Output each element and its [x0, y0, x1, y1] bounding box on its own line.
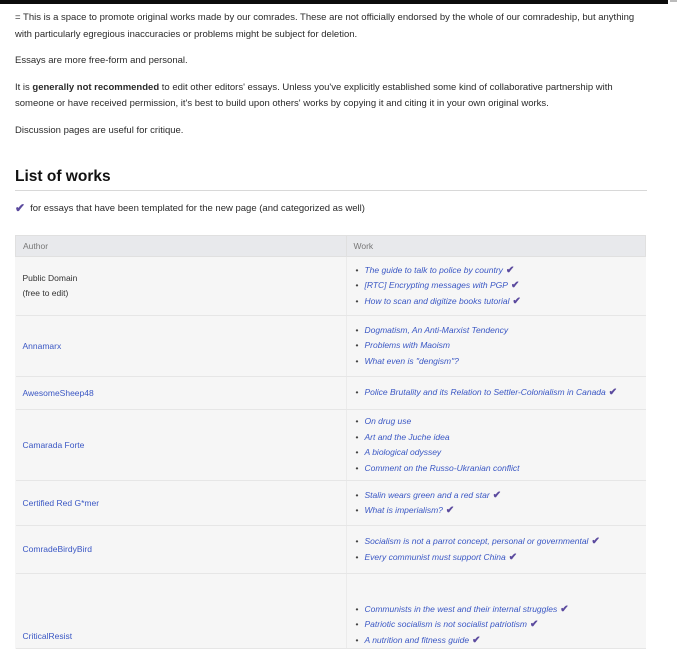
text: It is — [15, 81, 33, 93]
table-row — [16, 574, 646, 649]
checkmark-icon: ✔ — [472, 634, 481, 646]
work-link[interactable]: Police Brutality and its Relation to Settler-Colonialism in Canada — [364, 387, 606, 398]
checkmark-icon: ✔ — [508, 551, 518, 563]
work-list — [354, 414, 639, 476]
work-cell — [346, 481, 646, 526]
list-item — [354, 602, 639, 618]
column-header-work: Work — [346, 236, 646, 257]
author-name: Public Domain — [22, 273, 78, 283]
author-link[interactable]: ComradeBirdyBird — [22, 544, 92, 554]
table-row — [16, 410, 646, 481]
list-item — [354, 338, 639, 354]
list-item — [354, 323, 639, 339]
list-item — [354, 461, 639, 477]
checkmark-icon: ✔ — [15, 201, 26, 215]
list-item — [354, 488, 639, 504]
work-list — [354, 385, 639, 401]
work-cell — [346, 526, 646, 574]
work-link[interactable]: A nutrition and fitness guide — [364, 634, 470, 645]
work-list — [354, 323, 639, 370]
work-cell — [346, 410, 646, 481]
work-link[interactable]: Dogmatism, An Anti-Marxist Tendency — [364, 324, 509, 335]
list-item — [354, 430, 639, 446]
legend — [15, 201, 647, 215]
work-link[interactable]: How to scan and digitize books tutorial — [364, 295, 510, 306]
section-heading: List of works — [15, 167, 647, 191]
work-link[interactable]: Stalin wears green and a red star — [364, 489, 490, 500]
author-link[interactable]: AwesomeSheep48 — [22, 387, 94, 398]
work-list — [354, 263, 639, 310]
author-link[interactable]: Annamarx — [22, 340, 62, 351]
work-link[interactable]: Socialism is not a parrot concept, personal or governmental — [364, 536, 589, 546]
legend-text: for essays that have been templated for the new page (and categorized as well) — [30, 202, 365, 214]
author-cell — [16, 526, 347, 574]
article-content — [15, 10, 647, 649]
work-link[interactable]: Every communist must support China — [364, 551, 506, 562]
table-row — [16, 481, 646, 526]
checkmark-icon: ✔ — [591, 536, 600, 547]
work-link[interactable]: Communists in the west and their internal struggles — [364, 603, 558, 614]
list-item — [354, 534, 639, 550]
checkmark-icon: ✔ — [505, 264, 515, 276]
checkmark-icon: ✔ — [510, 280, 520, 292]
intro-paragraph-4: Discussion pages are useful for critique. — [15, 124, 184, 136]
list-item — [354, 550, 639, 566]
table-header-row — [16, 236, 646, 257]
list-item — [354, 354, 639, 370]
checkmark-icon: ✔ — [560, 603, 569, 615]
top-border — [0, 0, 668, 4]
list-item — [354, 503, 639, 519]
work-link[interactable]: On drug use — [364, 416, 412, 426]
author-cell — [16, 410, 347, 481]
top-border-edge — [670, 0, 677, 2]
author-link[interactable]: Certified Red G*mer — [22, 497, 100, 508]
text: to edit other editors' essays. Unless you've explicitly established some kind of collaborative partnership with someone or have received permission, it's best to build upon others' works by copying it and citing it in your own original works. — [15, 81, 613, 109]
work-link[interactable]: What even is "dengism"? — [364, 355, 459, 366]
work-cell — [346, 257, 646, 316]
author-note: (free to edit) — [22, 288, 69, 298]
list-item — [354, 294, 639, 310]
list-item — [354, 278, 639, 294]
author-cell — [16, 316, 347, 377]
work-link[interactable]: Art and the Juche idea — [364, 431, 450, 442]
list-item — [354, 385, 639, 401]
work-link[interactable]: A biological odyssey — [364, 447, 442, 457]
author-cell — [16, 377, 347, 410]
checkmark-icon: ✔ — [529, 619, 539, 630]
emphasis: generally not recommended — [32, 81, 160, 93]
author-link[interactable]: Camarada Forte — [22, 439, 85, 450]
author-cell — [16, 257, 347, 316]
work-link[interactable]: [RTC] Encrypting messages with PGP — [364, 280, 508, 291]
list-item — [354, 633, 639, 649]
works-table — [15, 235, 646, 649]
checkmark-icon: ✔ — [608, 387, 618, 399]
work-link[interactable]: Patriotic socialism is not socialist patriotism — [364, 619, 527, 629]
author-cell — [16, 574, 347, 649]
intro-paragraph-3 — [15, 80, 647, 113]
work-link[interactable]: What is imperialism? — [364, 505, 443, 515]
list-item — [354, 263, 639, 279]
work-link[interactable]: The guide to talk to police by country — [364, 264, 503, 275]
list-item — [354, 414, 639, 430]
checkmark-icon: ✔ — [512, 295, 521, 307]
list-item — [354, 445, 639, 461]
table-row — [16, 257, 646, 316]
work-link[interactable]: Comment on the Russo-Ukranian conflict — [364, 462, 520, 473]
work-cell — [346, 377, 646, 410]
table-row — [16, 377, 646, 410]
table-row — [16, 526, 646, 574]
author-cell — [16, 481, 347, 526]
work-cell — [346, 574, 646, 649]
work-list — [354, 602, 639, 649]
intro-paragraph-1: = This is a space to promote original works made by our comrades. These are not officially endorsed by the whole of our comradeship, but anything with particularly egregious inaccuracies or problems might be subject for deletion. — [15, 12, 635, 40]
work-list — [354, 488, 639, 519]
list-item — [354, 617, 639, 633]
table-row — [16, 316, 646, 377]
checkmark-icon: ✔ — [445, 505, 455, 516]
author-link[interactable]: CriticalResist — [22, 631, 73, 641]
intro-paragraph-2: Essays are more free-form and personal. — [15, 55, 188, 66]
column-header-author: Author — [16, 236, 347, 257]
work-cell — [346, 316, 646, 377]
work-link[interactable]: Problems with Maoism — [364, 340, 450, 351]
checkmark-icon: ✔ — [492, 489, 502, 501]
work-list — [354, 534, 639, 565]
